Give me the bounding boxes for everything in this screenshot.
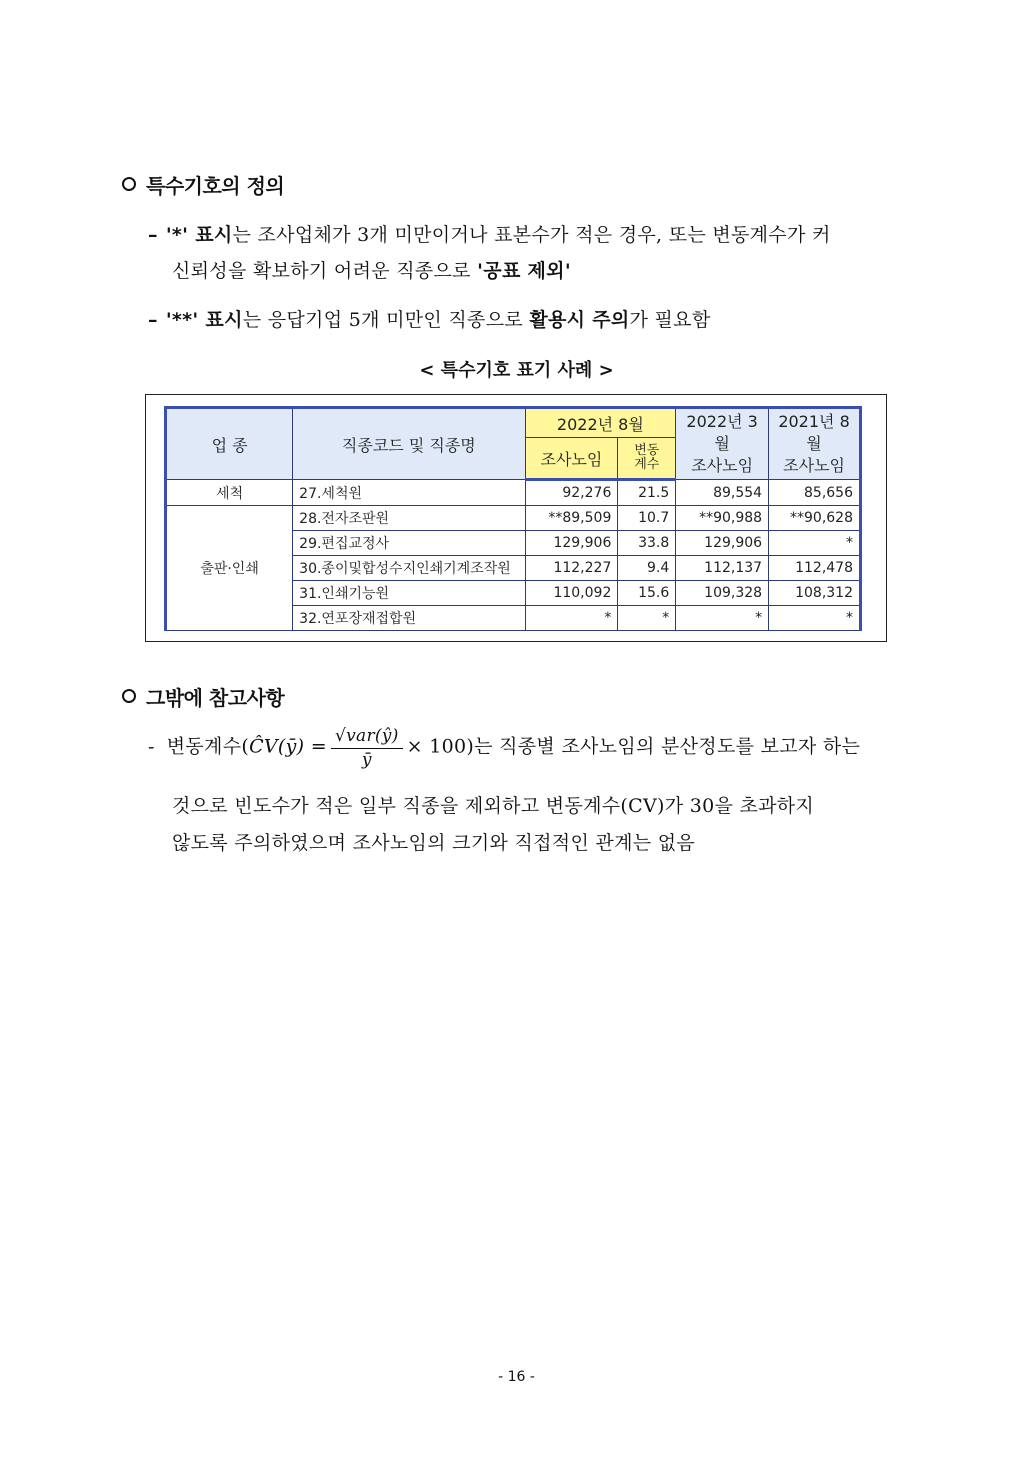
cell-occupation: 30.종이및합성수지인쇄기계조작원 — [293, 556, 525, 581]
wage-label: 조사노임 — [783, 456, 845, 475]
item-text: 는 조사업체가 3개 미만이거나 표본수가 적은 경우, 또는 변동계수가 커 — [232, 224, 831, 246]
cell-wage-2022-03: 129,906 — [676, 531, 769, 556]
dash-marker: – — [148, 224, 158, 246]
note-text: 변동계수( — [166, 735, 250, 758]
cell-wage-2021-08: 112,478 — [769, 556, 861, 581]
cell-cv: 9.4 — [618, 556, 676, 581]
cell-occupation: 32.연포장재접합원 — [293, 606, 525, 631]
cell-cv: 10.7 — [618, 506, 676, 531]
cell-wage-2022-03: 89,554 — [676, 480, 769, 506]
bold-label: '공표 제외' — [477, 260, 571, 282]
cv-note-line3: 않도록 주의하였으며 조사노임의 크기와 직접적인 관계는 없음 — [172, 832, 696, 854]
section-heading-other-notes — [122, 682, 284, 711]
note-text: 는 직종별 조사노임의 분산정도를 보고자 하는 — [474, 735, 861, 758]
cell-occupation: 28.전자조판원 — [293, 506, 525, 531]
formula-numerator: √var(ŷ) — [331, 724, 403, 749]
cell-wage-2021-08: 85,656 — [769, 480, 861, 506]
header-2022-03 — [676, 408, 769, 480]
item-text: 는 응답기업 5개 미만인 직종으로 — [242, 309, 530, 331]
header-industry: 업 종 — [166, 408, 293, 480]
cell-wage-2022-03: 109,328 — [676, 581, 769, 606]
cell-occupation: 31.인쇄기능원 — [293, 581, 525, 606]
cell-occupation: 29.편집교정사 — [293, 531, 525, 556]
definition-item-double-star — [148, 303, 918, 337]
cell-cv: * — [618, 606, 676, 631]
cv-label-line1: 변동 — [634, 443, 660, 458]
header-occupation: 직종코드 및 직종명 — [293, 408, 525, 480]
cell-wage-2022-08: * — [525, 606, 618, 631]
period-label: 2021년 8월 — [778, 412, 850, 453]
cell-wage-2022-08: 112,227 — [525, 556, 618, 581]
dash-marker: – — [148, 309, 158, 331]
header-2022-08-wage: 조사노임 — [525, 438, 618, 480]
cell-wage-2022-08: 92,276 — [525, 480, 618, 506]
bold-label: '*' 표시 — [165, 224, 233, 246]
cell-wage-2022-03: **90,988 — [676, 506, 769, 531]
cell-industry: 세척 — [166, 480, 293, 506]
circle-bullet-icon — [122, 689, 136, 703]
bold-label: '**' 표시 — [165, 309, 243, 331]
cv-note-line1 — [148, 724, 918, 771]
cell-wage-2021-08: * — [769, 606, 861, 631]
definition-item-single-star-cont — [172, 254, 922, 288]
cell-wage-2022-03: 112,137 — [676, 556, 769, 581]
table-row — [166, 480, 861, 506]
formula-denominator: ȳ — [361, 750, 372, 770]
cell-cv: 33.8 — [618, 531, 676, 556]
cell-wage-2022-08: 129,906 — [525, 531, 618, 556]
cell-wage-2021-08: **90,628 — [769, 506, 861, 531]
cell-wage-2022-08: 110,092 — [525, 581, 618, 606]
circle-bullet-icon — [122, 177, 136, 191]
section-title: 그밖에 참고사항 — [146, 686, 285, 710]
cell-wage-2022-03: * — [676, 606, 769, 631]
cell-wage-2021-08: 108,312 — [769, 581, 861, 606]
table-row — [166, 506, 861, 531]
section-title: 특수기호의 정의 — [146, 174, 285, 198]
definition-item-single-star — [148, 218, 918, 252]
cell-occupation: 27.세척원 — [293, 480, 525, 506]
cell-wage-2022-08: **89,509 — [525, 506, 618, 531]
section-heading-special-symbols — [122, 170, 284, 199]
page-number: - 16 - — [498, 1369, 535, 1385]
dash-marker: - — [148, 735, 155, 758]
formula-lhs: ĈV(ȳ) = — [249, 735, 327, 758]
cv-formula — [249, 724, 474, 771]
header-2022-08: 2022년 8월 — [525, 408, 676, 438]
cell-cv: 15.6 — [618, 581, 676, 606]
cell-wage-2021-08: * — [769, 531, 861, 556]
cv-note-line2: 것으로 빈도수가 적은 일부 직종을 제외하고 변동계수(CV)가 30을 초과하지 — [172, 795, 815, 817]
bold-label: 활용시 주의 — [529, 309, 630, 331]
item-text: 가 필요함 — [629, 309, 711, 331]
example-table — [164, 406, 862, 631]
item-text: 신뢰성을 확보하기 어려운 직종으로 — [172, 260, 478, 282]
header-2021-08 — [769, 408, 861, 480]
cell-cv: 21.5 — [618, 480, 676, 506]
cell-industry: 출판·인쇄 — [166, 506, 293, 631]
cv-label-line2: 계수 — [634, 457, 660, 472]
wage-label: 조사노임 — [691, 456, 754, 475]
table-caption: < 특수기호 표기 사례 > — [419, 360, 614, 381]
formula-fraction — [331, 724, 403, 771]
header-2022-08-cv — [618, 438, 676, 480]
period-label: 2022년 3월 — [686, 412, 758, 453]
formula-tail: × 100) — [406, 735, 475, 758]
